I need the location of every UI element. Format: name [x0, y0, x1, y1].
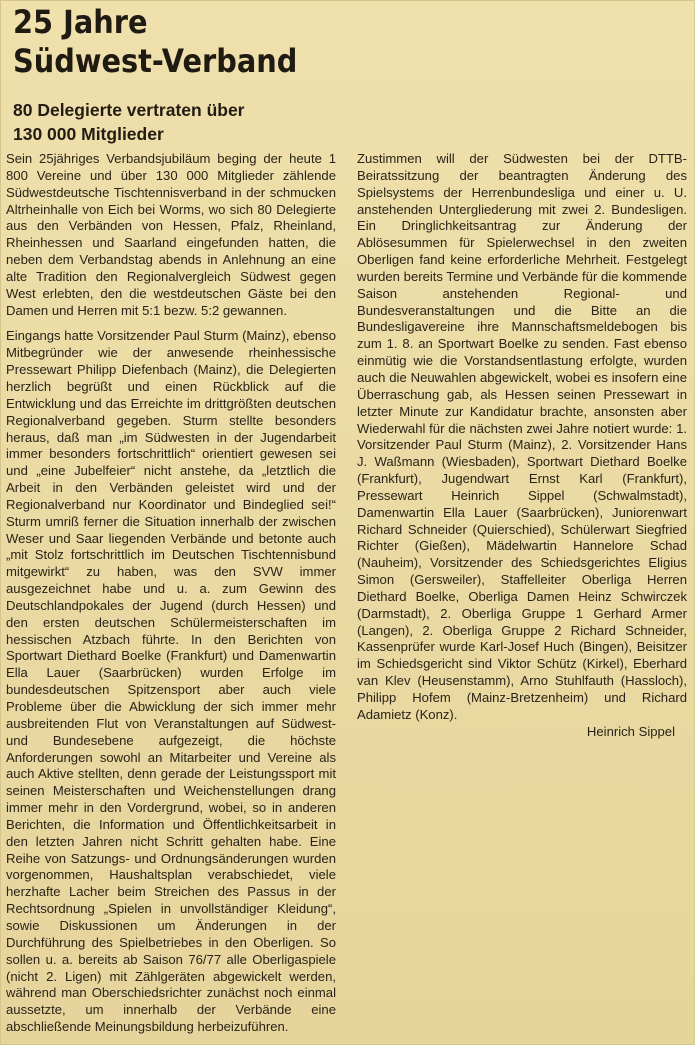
article-column-right — [357, 151, 687, 741]
paragraph-main-part-1: Eingangs hatte Vorsitzender Paul Sturm (Mainz), ebenso Mitbegründer wie der anwesende rheinhessische Pressewart Philipp Diefenbach (Mainz), die Delegierten herzlich begrüßt und einen Rückblick auf die Entwicklung und das Erreichte im drittgrößten deutschen Regionalverband gegeben. Sturm stellte besonders heraus, daß man „im Südwesten in der Jugendarbeit immer besonders fortschrittlich“ orientiert gewesen sei und „eine Jubelfeier“ nicht anstehe, da „letztlich die Arbeit in den Verbänden geleistet wird und der Regionalverband nur Koordinator und Bindeglied sei!“ Sturm umriß ferner die Situation innerhalb der zwischen Weser und Saar liegenden Verbände und betonte auch „mit Stolz fortschrittlich im Deutschen Tischtennisbund mitgewirkt“ zu haben, was den SVW immer ausgezeichnet habe und u. a. zum Gewinn des Deutschlandpokales der Jugend (durch Hessen) und den ersten deutschen Schülermeisterschaften im hessischen Atzbach führte. In den Berichten von Sportwart Diethard Boelke (Frankfurt) und Damenwartin Ella Lauer (Saarbrücken) wurden Erfolge im bundesdeutschen Spitzensport aber auch viele Probleme über die Abwicklung der sich immer mehr ausbreitenden Flut von Veranstaltungen auf Südwest- und Bundesebene aufgezeigt, die höchste Anforderungen sowohl an Mitarbeiter und Vereine als auch Aktive stellten, denn gerade der Leistungssport mit seinen Meisterschaften und Weichenstellungen drang immer mehr in den Vordergrund, wobei, so in anderen Berichten, die Information und Öffentlichkeitsarbeit in den letzten Jahren nicht Schritt gehalten habe. Eine Reihe von Satzungs- und Ordnungsänderungen wurden vorgenommen, Haushaltsplan verabschiedet, viele herzhafte Lacher beim Streichen des Passus in der Rechtsordnung „Spielen in unvollständiger Kleidung“, sowie Diskussionen um Änderungen in der Durchführung des Spielbetriebes in den Oberligen. So sollen u. a. bereits ab Saison 76/77 alle Oberligaspiele (nicht 2. Ligen) mit Zählgeräten abgewickelt werden, während man Oberschiedsrichter zunächst noch einmal aussetzte, um innerhalb der Verbände eine abschließende Meinungsbildung herbeizuführen. — [6, 328, 336, 1035]
headline — [13, 3, 625, 81]
headline-line-2: Südwest-Verband — [13, 42, 298, 80]
paragraph-main-part-2: Zustimmen will der Südwesten bei der DTTB-Beiratssitzung der beantragten Änderung des Spielsystems der Herrenbundesliga und einer u. U. anstehenden Untergliederung mit zwei 2. Bundesligen. Ein Dringlichkeitsantrag zur Änderung der Ablösesummen für Spielerwechsel in den zweiten Oberligen fand keine erforderliche Mehrheit. Festgelegt wurden bereits Termine und Verbände für die kommende Saison anstehenden Regional- und Bundesveranstaltungen und die Bitte an die Bundesligavereine ihre Mannschaftsmeldebogen bis zum 1. 8. an Sportwart Boelke zu senden. Fast ebenso einmütig wie die Vorstandsentlastung erfolgte, wurden auch die Neuwahlen abgewickelt, wobei es insofern eine Überraschung gab, als Hessen seinen Pressewart in letzter Minute zur Kandidatur brachte, ansonsten aber Wiederwahl für die nächsten zwei Jahre notiert wurde: 1. Vorsitzender Paul Sturm (Mainz), 2. Vorsitzender Hans J. Waßmann (Wiesbaden), Sportwart Diethard Boelke (Frankfurt), Jugendwart Ernst Karl (Frankfurt), Pressewart Heinrich Sippel (Schwalmstadt), Damenwartin Ella Lauer (Saarbrücken), Juniorenwart Richard Schneider (Quierschied), Schülerwart Siegfried Richter (Gießen), Mädelwartin Hannelore Schad (Nauheim), Vorsitzender des Schiedsgerichtes Eligius Simon (Gersweiler), Staffelleiter Oberliga Herren Diethard Boelke, Oberliga Damen Heinz Schwirczek (Darmstadt), 2. Oberliga Gruppe 1 Gerhard Armer (Langen), 2. Oberliga Gruppe 2 Richard Schneider, Kassenprüfer wurde Karl-Josef Huch (Bingen), Beisitzer im Schiedsgericht sind Viktor Schütz (Kirkel), Eberhard van Klev (Heusenstamm), Arno Stuhlfauth (Hassloch), Philipp Hofem (Mainz-Bretzenheim) und Richard Adamietz (Konz). — [357, 151, 687, 722]
subheadline — [13, 98, 613, 146]
subheadline-line-1: 80 Delegierte vertraten über — [13, 100, 245, 120]
headline-line-1: 25 Jahre — [13, 3, 148, 41]
author-signature: Heinrich Sippel — [586, 723, 675, 739]
paragraph-intro: Sein 25jähriges Verbandsjubiläum beging der heute 1 800 Vereine und über 130 000 Mitglieder zählende Südwestdeutsche Tischtennisverband in der schmucken Altrheinhalle von Eich bei Worms, wo sich 80 Delegierte aus den Verbänden von Hessen, Pfalz, Rheinland, Rheinhessen und Saarland eingefunden hatten, die neben dem Verbandstag abends in Anlehnung an eine alte Tradition den Regionalvergleich Südwest gegen West erlebten, den die westdeutschen Gäste bei den Damen und Herren mit 5:1 bezw. 5:2 gewannen. — [6, 151, 336, 318]
subheadline-line-2: 130 000 Mitglieder — [13, 124, 164, 144]
article-column-left — [6, 151, 336, 1036]
